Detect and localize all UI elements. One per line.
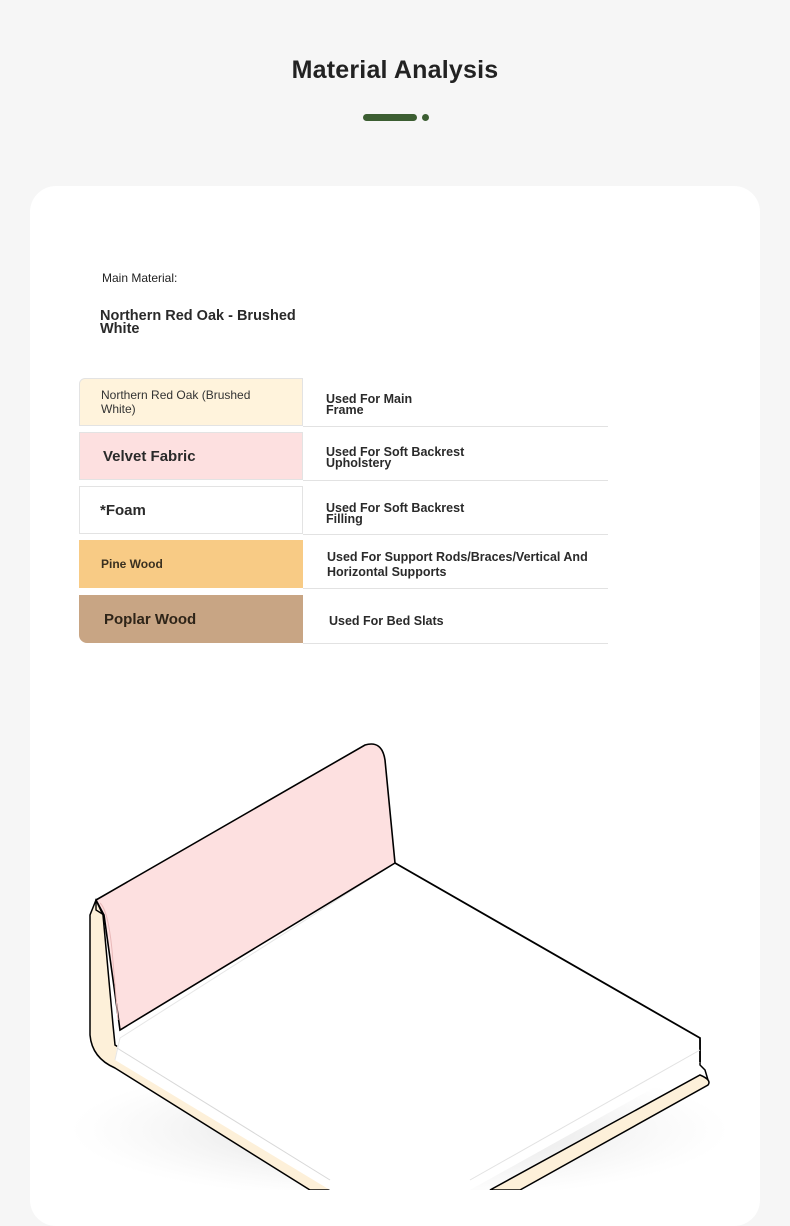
title-underline-bar	[363, 114, 417, 121]
material-name: Poplar Wood	[104, 610, 197, 628]
material-swatch-pine-wood	[79, 540, 303, 588]
material-name: Northern Red Oak (Brushed White)	[101, 388, 251, 416]
row-divider	[303, 588, 608, 589]
material-row	[79, 486, 608, 535]
row-divider	[303, 426, 608, 427]
material-use: Used For Soft Backrest Filling	[326, 501, 465, 526]
material-use: Used For Soft Backrest Upholstery	[326, 445, 465, 470]
material-row	[79, 540, 608, 589]
material-swatch-poplar-wood	[79, 595, 303, 643]
row-divider	[303, 643, 608, 644]
material-swatch-velvet-fabric	[79, 432, 303, 480]
material-name: Pine Wood	[101, 557, 163, 571]
material-use: Used For Main Frame	[326, 392, 413, 417]
material-row	[79, 378, 608, 427]
page-title: Material Analysis	[291, 56, 499, 84]
material-swatch-foam	[79, 486, 303, 534]
row-divider	[303, 534, 608, 535]
material-use: Used For Bed Slats	[329, 614, 444, 628]
row-divider	[303, 480, 608, 481]
material-use: Used For Support Rods/Braces/Vertical And Horizontal Supports	[327, 550, 588, 579]
bed-illustration	[0, 690, 790, 1190]
material-row	[79, 432, 608, 481]
material-row	[79, 595, 608, 644]
title-underline-dot	[422, 114, 429, 121]
material-swatch-northern-red-oak	[79, 378, 303, 426]
material-name: Velvet Fabric	[103, 447, 196, 465]
main-material-label: Main Material:	[102, 271, 178, 285]
main-material-value: Northern Red Oak - Brushed White	[100, 308, 296, 337]
material-name: *Foam	[100, 501, 146, 519]
